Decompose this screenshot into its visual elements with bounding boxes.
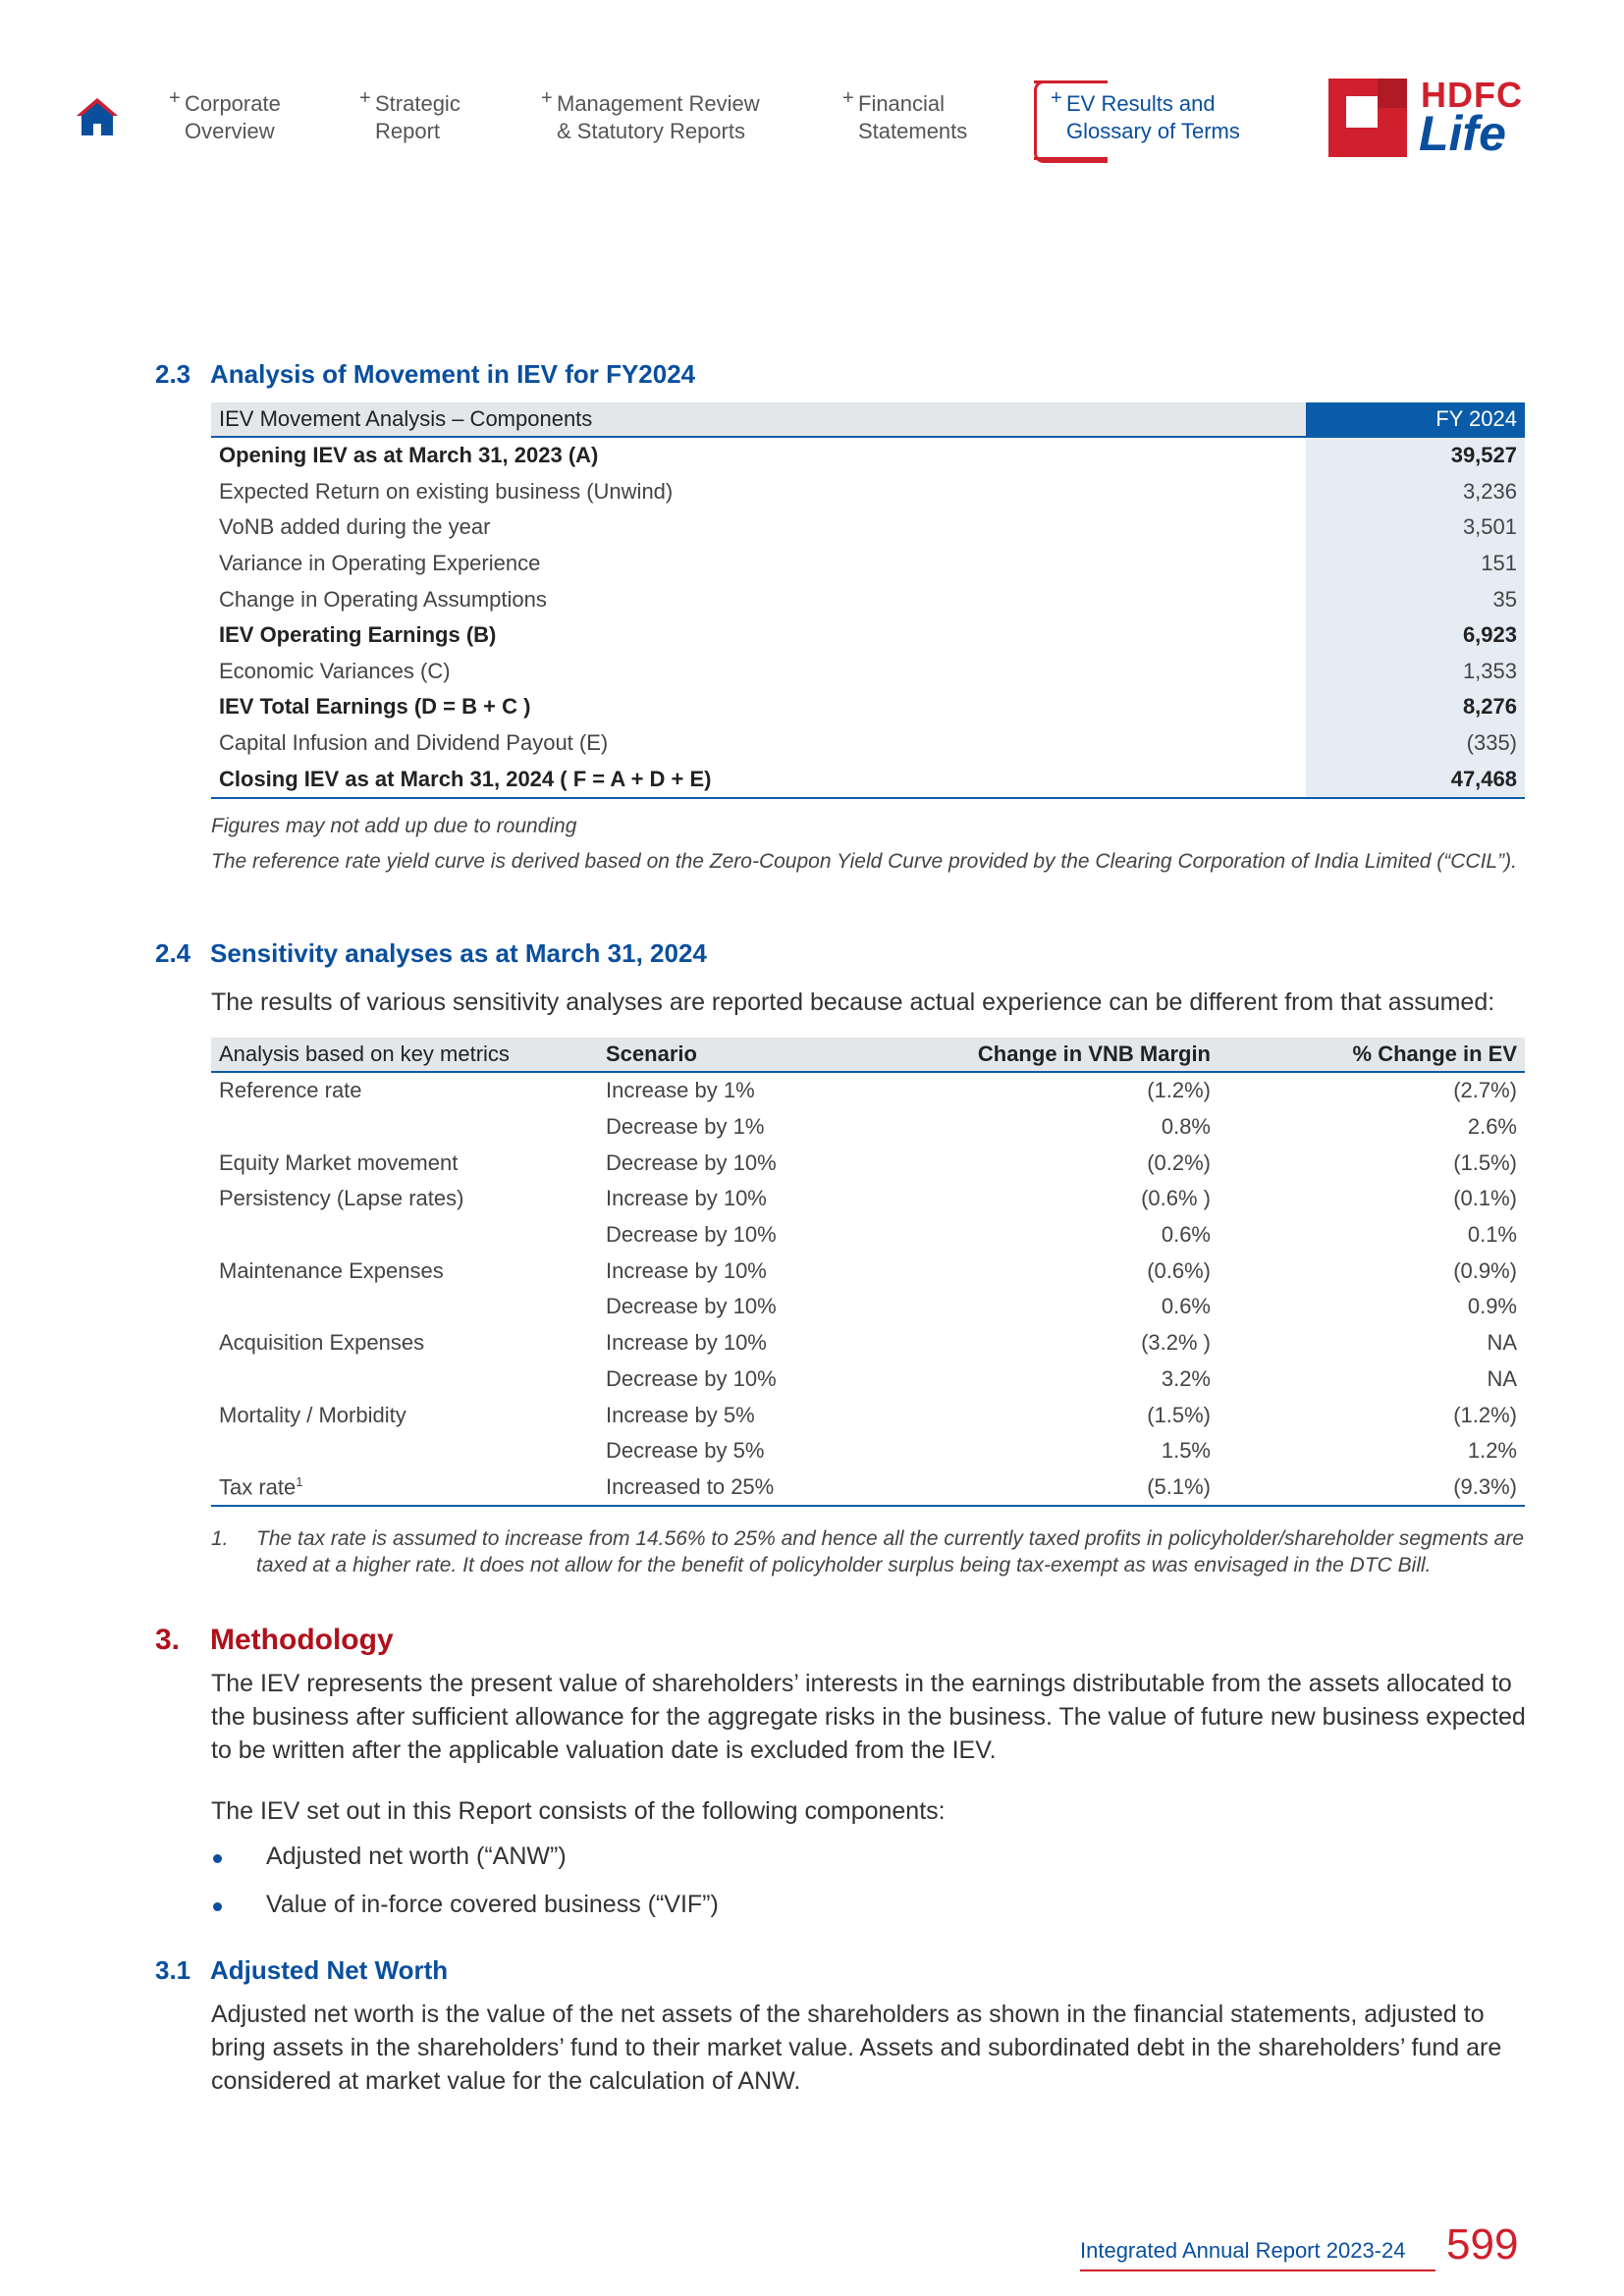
ccil-note: The reference rate yield curve is derived based on the Zero-Coupon Yield Curve provided by the Clearing Corporation of India Limited (“CCIL”). bbox=[211, 850, 1517, 873]
cell-ev: 0.1% bbox=[1467, 1222, 1517, 1248]
cell-ev: (1.2%) bbox=[1453, 1402, 1517, 1427]
row-value: (335) bbox=[1306, 725, 1525, 762]
row-value: 3,501 bbox=[1306, 509, 1525, 546]
nav-label-line1: Financial bbox=[858, 91, 946, 116]
row-label: IEV Total Earnings (D = B + C ) bbox=[219, 694, 531, 720]
header-fy2024: FY 2024 bbox=[1306, 402, 1525, 437]
nav-label-line2: Overview bbox=[185, 119, 275, 143]
section-title: Adjusted Net Worth bbox=[210, 1955, 449, 1985]
nav-ev-results[interactable] bbox=[1051, 87, 1240, 145]
table-row bbox=[211, 1109, 1525, 1146]
cell-vnb: 1.5% bbox=[1161, 1438, 1211, 1464]
cell-vnb: 3.2% bbox=[1161, 1365, 1211, 1391]
cell-scenario: Increase by 10% bbox=[606, 1330, 767, 1356]
table-row bbox=[211, 1253, 1525, 1289]
table-row bbox=[211, 1181, 1525, 1217]
hdfc-life-logo bbox=[1328, 75, 1525, 161]
row-label: Economic Variances (C) bbox=[219, 658, 451, 683]
row-value: 3,236 bbox=[1306, 474, 1525, 510]
header-ev-change: % Change in EV bbox=[1218, 1038, 1525, 1072]
row-value: 6,923 bbox=[1306, 617, 1525, 654]
cell-vnb: (1.5%) bbox=[1147, 1402, 1211, 1427]
table-row bbox=[211, 1145, 1525, 1181]
cell-scenario: Decrease by 10% bbox=[606, 1365, 777, 1391]
cell-metric: Persistency (Lapse rates) bbox=[219, 1186, 464, 1211]
table-row bbox=[211, 581, 1525, 617]
header-vnb-margin: Change in VNB Margin bbox=[908, 1038, 1218, 1072]
cell-ev: (0.9%) bbox=[1453, 1257, 1517, 1283]
row-label: Opening IEV as at March 31, 2023 (A) bbox=[211, 437, 1306, 474]
iev-movement-table bbox=[211, 402, 1525, 799]
cell-metric bbox=[211, 1433, 598, 1469]
cell-metric bbox=[211, 1109, 598, 1146]
table-row bbox=[211, 617, 1525, 654]
footer-underline bbox=[1080, 2269, 1435, 2271]
bullet-dot-icon bbox=[213, 1902, 222, 1911]
plus-icon: + bbox=[842, 87, 854, 109]
table-row bbox=[211, 689, 1525, 725]
bullet-dot-icon bbox=[213, 1854, 222, 1863]
row-value: 47,468 bbox=[1306, 761, 1525, 798]
plus-icon: + bbox=[541, 87, 553, 109]
row-label: Expected Return on existing business (Unwind) bbox=[219, 478, 674, 504]
logo-mark bbox=[1328, 79, 1407, 157]
row-value: 35 bbox=[1306, 581, 1525, 617]
table-row bbox=[211, 546, 1525, 582]
table-row bbox=[211, 1397, 1525, 1433]
active-nav-frame-bottom bbox=[1034, 157, 1108, 160]
logo-text-hdfc: HDFC bbox=[1421, 75, 1523, 115]
section-title: Methodology bbox=[210, 1624, 394, 1656]
table-row bbox=[211, 1072, 1525, 1109]
sensitivity-table bbox=[211, 1038, 1525, 1507]
cell-ev: (0.1%) bbox=[1453, 1186, 1517, 1211]
tax-rate-label: Tax rate bbox=[219, 1474, 297, 1500]
header-scenario: Scenario bbox=[598, 1038, 908, 1072]
cell-scenario: Decrease by 10% bbox=[606, 1294, 777, 1319]
table-row bbox=[211, 1289, 1525, 1325]
cell-vnb: (0.6%) bbox=[1147, 1257, 1211, 1283]
logo-text-life: Life bbox=[1419, 106, 1506, 161]
row-value: 1,353 bbox=[1306, 654, 1525, 690]
row-label: Capital Infusion and Dividend Payout (E) bbox=[219, 730, 609, 756]
cell-ev: (1.5%) bbox=[1453, 1149, 1517, 1175]
cell-vnb: 0.8% bbox=[1161, 1114, 1211, 1140]
cell-vnb: (1.2%) bbox=[1147, 1078, 1211, 1103]
cell-ev: 1.2% bbox=[1467, 1438, 1517, 1464]
table-header-row bbox=[211, 1038, 1525, 1072]
table-row bbox=[211, 474, 1525, 510]
cell-scenario: Decrease by 1% bbox=[606, 1114, 765, 1140]
header-metric: Analysis based on key metrics bbox=[211, 1038, 598, 1072]
cell-metric bbox=[211, 1217, 598, 1254]
rounding-note: Figures may not add up due to rounding bbox=[211, 815, 577, 837]
cell-metric: Equity Market movement bbox=[219, 1149, 459, 1175]
nav-label-line2: & Statutory Reports bbox=[557, 119, 745, 143]
cell-ev: NA bbox=[1487, 1365, 1517, 1391]
methodology-paragraph-1: The IEV represents the present value of shareholders’ interests in the earnings distributable from the assets allocated to the business after sufficient allowance for the aggregate risks in the business. The value of future new business expected to be written after the applicable valuation date is excluded from the IEV. bbox=[211, 1670, 1526, 1764]
cell-metric: Mortality / Morbidity bbox=[219, 1402, 406, 1427]
row-label: Closing IEV as at March 31, 2024 ( F = A + D + E) bbox=[211, 761, 1306, 798]
cell-scenario: Decrease by 10% bbox=[606, 1149, 777, 1175]
section-number: 3.1 bbox=[155, 1955, 191, 1985]
nav-strategic-report[interactable] bbox=[359, 87, 460, 145]
anw-paragraph: Adjusted net worth is the value of the net assets of the shareholders as shown in the financial statements, adjusted to bring assets in the shareholders’ fund to their market value. Assets and subordinated debt in the shareholders’ fund are considered at market value for the calculation of ANW. bbox=[211, 2001, 1502, 2095]
table-header-row bbox=[211, 402, 1525, 437]
cell-ev: (2.7%) bbox=[1453, 1078, 1517, 1103]
cell-scenario: Increased to 25% bbox=[598, 1469, 908, 1507]
logo-mark-corner bbox=[1378, 79, 1407, 108]
cell-vnb: (5.1%) bbox=[908, 1469, 1218, 1507]
cell-vnb: (0.2%) bbox=[1147, 1149, 1211, 1175]
table-row bbox=[211, 509, 1525, 546]
table-row bbox=[211, 725, 1525, 762]
nav-label-line2: Report bbox=[375, 119, 441, 143]
footnote-number: 1. bbox=[211, 1527, 229, 1550]
table-row bbox=[211, 1217, 1525, 1254]
cell-vnb: (3.2% ) bbox=[1141, 1330, 1211, 1356]
cell-vnb: (0.6% ) bbox=[1141, 1186, 1211, 1211]
methodology-paragraph-2: The IEV set out in this Report consists of the following components: bbox=[211, 1797, 946, 1825]
nav-corporate-overview[interactable] bbox=[169, 87, 281, 145]
table-row bbox=[211, 1325, 1525, 1362]
nav-label-line2: Glossary of Terms bbox=[1066, 119, 1240, 143]
footnote-text: The tax rate is assumed to increase from 14.56% to 25% and hence all the currently taxed profits in policyholder/shareholder segments are taxed at a higher rate. It does not allow for the benefit of policyholder surplus being tax-exempt as was envisaged in the DTC Bill. bbox=[256, 1527, 1525, 1576]
table-row bbox=[211, 654, 1525, 690]
nav-management-review[interactable] bbox=[541, 87, 760, 145]
cell-metric bbox=[211, 1289, 598, 1325]
table-row bbox=[211, 1362, 1525, 1398]
page-number: 599 bbox=[1446, 2220, 1519, 2269]
cell-ev: NA bbox=[1487, 1330, 1517, 1356]
sensitivity-intro: The results of various sensitivity analyses are reported because actual experience can be different from that assumed: bbox=[211, 988, 1495, 1016]
report-title-footer: Integrated Annual Report 2023-24 bbox=[1080, 2238, 1406, 2263]
row-label: VoNB added during the year bbox=[219, 514, 491, 540]
nav-label-line1: Strategic bbox=[375, 91, 460, 116]
nav-label-line1: EV Results and bbox=[1066, 91, 1216, 116]
nav-financial-statements[interactable] bbox=[842, 87, 968, 145]
cell-ev: 2.6% bbox=[1467, 1114, 1517, 1140]
row-value: 8,276 bbox=[1306, 689, 1525, 725]
home-icon[interactable] bbox=[75, 96, 120, 137]
row-value: 39,527 bbox=[1306, 437, 1525, 474]
nav-label-line1: Management Review bbox=[557, 91, 760, 116]
row-value: 151 bbox=[1306, 546, 1525, 582]
table-row bbox=[211, 1433, 1525, 1469]
plus-icon: + bbox=[359, 87, 371, 109]
active-nav-frame-top bbox=[1034, 80, 1108, 83]
cell-vnb: 0.6% bbox=[1161, 1222, 1211, 1248]
cell-scenario: Increase by 5% bbox=[606, 1402, 755, 1427]
row-label: Change in Operating Assumptions bbox=[219, 586, 547, 612]
cell-scenario: Increase by 10% bbox=[606, 1257, 767, 1283]
table-row bbox=[211, 1469, 1525, 1507]
cell-scenario: Increase by 1% bbox=[606, 1078, 755, 1103]
logo-mark-inner bbox=[1346, 96, 1378, 128]
cell-ev: (9.3%) bbox=[1218, 1469, 1525, 1507]
cell-scenario: Decrease by 5% bbox=[606, 1438, 765, 1464]
section-title: Sensitivity analyses as at March 31, 2024 bbox=[210, 938, 707, 968]
cell-metric: Acquisition Expenses bbox=[219, 1330, 425, 1356]
nav-label-line1: Corporate bbox=[185, 91, 281, 116]
section-number: 3. bbox=[155, 1624, 181, 1656]
cell-ev: 0.9% bbox=[1467, 1294, 1517, 1319]
bullet-text: Value of in-force covered business (“VIF”) bbox=[266, 1891, 719, 1918]
table-row bbox=[211, 437, 1525, 474]
footnote-marker: 1 bbox=[296, 1473, 303, 1489]
section-number: 2.3 bbox=[155, 359, 191, 389]
cell-scenario: Increase by 10% bbox=[606, 1186, 767, 1211]
cell-metric: Reference rate bbox=[219, 1078, 362, 1103]
plus-icon: + bbox=[169, 87, 181, 109]
nav-label-line2: Statements bbox=[858, 119, 968, 143]
section-number: 2.4 bbox=[155, 938, 191, 968]
row-label: Variance in Operating Experience bbox=[219, 551, 541, 576]
bullet-text: Adjusted net worth (“ANW”) bbox=[266, 1842, 567, 1870]
cell-metric bbox=[211, 1469, 598, 1507]
cell-vnb: 0.6% bbox=[1161, 1294, 1211, 1319]
table-row bbox=[211, 761, 1525, 798]
plus-icon: + bbox=[1051, 87, 1062, 109]
section-title: Analysis of Movement in IEV for FY2024 bbox=[210, 359, 696, 389]
cell-metric: Maintenance Expenses bbox=[219, 1257, 444, 1283]
header-components: IEV Movement Analysis – Components bbox=[211, 402, 1306, 437]
row-label: IEV Operating Earnings (B) bbox=[219, 622, 497, 648]
cell-metric bbox=[211, 1362, 598, 1398]
cell-scenario: Decrease by 10% bbox=[606, 1222, 777, 1248]
